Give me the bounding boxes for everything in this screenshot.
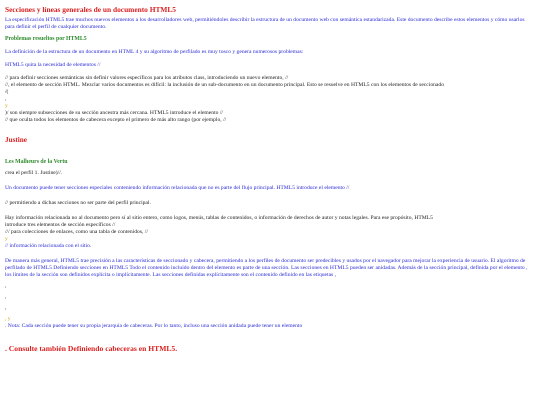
list-line: // que oculta todos los elementos de cabecera excepto el primero de más alto rango (por ejemplo, //: [5, 117, 227, 123]
justine-heading: Justine: [5, 136, 27, 144]
problems-list: [5, 75, 535, 124]
see-also-text[interactable]: . Consulte también Definiendo cabeceras en HTML5.: [5, 344, 178, 353]
note-paragraph: . Nota: Cada sección puede tener su propia jerarquía de cabeceras. Por lo tanto, incluso una sección anidada puede tener un elemento: [5, 323, 303, 329]
problems-paragraph-1: La definición de la estructura de un documento en HTML 4 y su algoritmo de perfilado es muy tosco y genera numerosos problemas:: [5, 49, 304, 55]
site-line: introduce tres elementos de sección específicos //: [5, 222, 116, 228]
page-title: Secciones y líneas generales de un documento HTML5: [5, 5, 177, 14]
intro-paragraph: La especificación HTML5 trae muchos nuevos elementos a los desarrolladores web, permitiéndoles describir la estructura de un documento web con semántica estandarizada. Este documento describe estos elementos y cómo usarlos para definir el perfil de cualquier documento.: [5, 17, 525, 30]
comma-line: ,: [5, 294, 7, 300]
list-line: ,: [5, 96, 7, 102]
problems-paragraph-2: HTML5 quita la necesidad de elementos //: [5, 62, 101, 68]
comma-line: ,: [5, 305, 7, 311]
list-line: //, el elemento de sección HTML. Mezclar varios documentos es difícil: la inclusión de un sub-documento en un documento principal. Esto se resuelve en HTML5 con los elementos de seccionado: [5, 82, 444, 88]
list-line: /(: [5, 89, 9, 95]
list-line: )/ son siempre subsecciones de su sección ancestra más cercana. HTML5 introduce el elemento //: [5, 110, 223, 116]
general-paragraph: De manera más general, HTML5 trae precisión a las características de seccionado y cabecera, permitiendo a los perfiles de documento ser predecibles y usados por el navegador para mejorar la experiencia de usuario. El algoritmo de perfilado de HTML5 Definiendo secciones en HTML5 Todo el contenido incluido dentro del elemento es parte de una sección. Las secciones en HTML5 pueden ser anidadas. Además de la sección principal, definida por el elemento , los límites de la sección son definidos explícita o implícitamente. Las secciones definidas explícitamente son el contenido definido en las etiquetas ,: [5, 258, 528, 278]
site-elements-block: [5, 215, 535, 250]
malheurs-heading: Les Malheurs de la Vertu: [5, 159, 68, 165]
site-line: // información relacionada con el sitio.: [5, 243, 92, 249]
comma-line: ,: [5, 283, 7, 289]
comma-line: , y: [5, 316, 11, 322]
sections-paragraph-1: Un documento puede tener secciones especiales conteniendo información relacionada que no es parte del flujo principal. HTML5 introduce el elemento //: [5, 185, 350, 191]
site-line: /// para colecciones de enlaces, como una tabla de contenidos, //: [5, 229, 148, 235]
crea-paragraph: crea el perfil 1. Justine)//.: [5, 170, 63, 176]
site-line: Hay información relacionada no al documento pero sí al sitio entero, como logos, menús, tablas de contenidos, o información de derechos de autor y notas legales. Para ese propósito, HTML5: [5, 215, 433, 221]
comma-list: [5, 283, 535, 323]
list-line: y: [5, 103, 8, 109]
sections-paragraph-2: // permitiendo a dichas secciones no ser parte del perfil principal.: [5, 200, 151, 206]
site-line: y: [5, 236, 8, 242]
list-line: // para definir secciones semánticas sin definir valores específicos para los atributos class, introduciendo un nuevo elemento, //: [5, 75, 289, 81]
see-also-link[interactable]: [5, 344, 535, 353]
problems-heading: Problemas resueltos por HTML5: [5, 36, 87, 42]
